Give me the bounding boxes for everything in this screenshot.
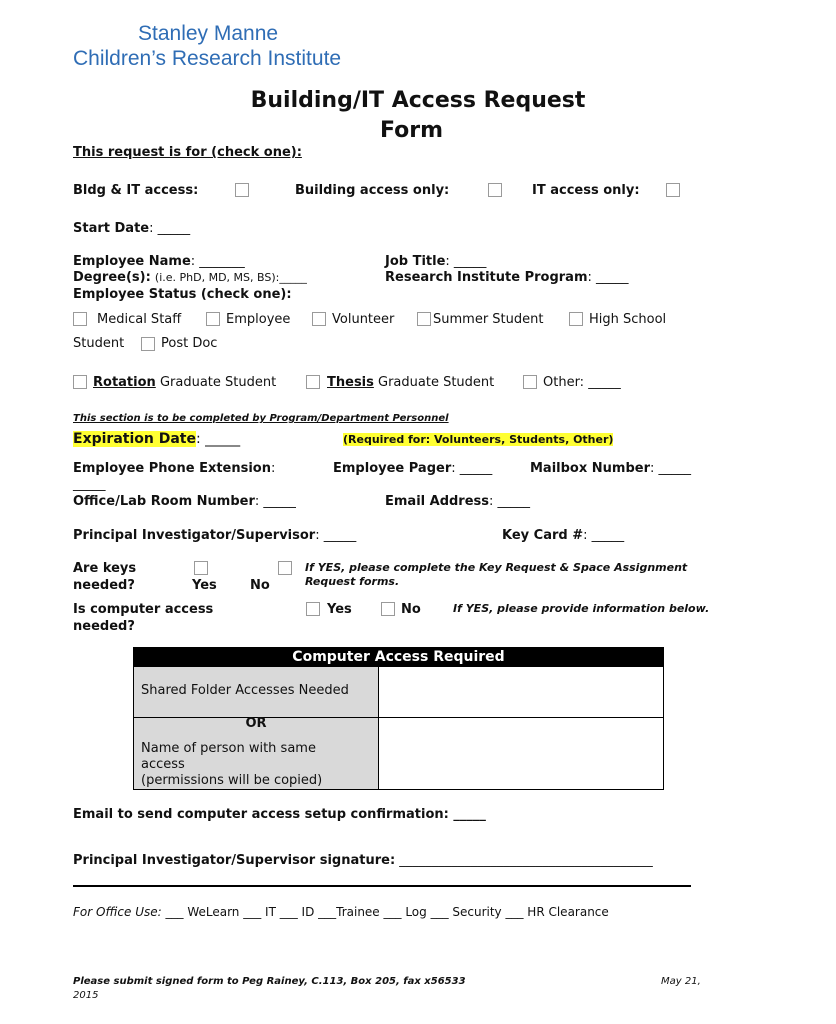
computer-note: If YES, please provide information below.: [453, 602, 710, 615]
key-card-field[interactable]: Key Card #: _____: [502, 528, 625, 543]
status-volunteer-checkbox[interactable]: [312, 312, 326, 326]
status-other-checkbox[interactable]: [523, 375, 537, 389]
job-title-field[interactable]: Job Title: _____: [385, 254, 487, 269]
status-post-doc-checkbox[interactable]: [141, 337, 155, 351]
same-access-label: Name of person with same access (permissions will be copied): [141, 741, 323, 788]
logo-line1: Stanley Manne: [138, 22, 279, 45]
status-other-field[interactable]: Other: _____: [543, 375, 621, 390]
shared-folder-input[interactable]: [379, 667, 664, 718]
shared-folder-label: Shared Folder Accesses Needed: [141, 683, 349, 698]
status-rotation-label: Rotation Graduate Student: [93, 375, 277, 390]
status-high-school-checkbox[interactable]: [569, 312, 583, 326]
status-medical-staff-label: Medical Staff: [97, 312, 182, 327]
status-high-school-label-cont: Student: [73, 336, 125, 351]
shared-folder-label-cell: [134, 667, 379, 718]
status-employee-label: Employee: [226, 312, 291, 327]
option-building-label: Building access only:: [295, 183, 450, 198]
logo-line2: Children’s Research Institute: [73, 47, 342, 70]
degree-field[interactable]: Degree(s): (i.e. PhD, MD, MS, BS):_____: [73, 270, 307, 285]
computer-access-question-cont: needed?: [73, 619, 135, 634]
footer-submit-note: Please submit signed form to Peg Rainey, C.113, Box 205, fax x56533: [73, 976, 466, 987]
computer-access-table-header: Computer Access Required: [134, 648, 664, 667]
expiration-required-note: (Required for: Volunteers, Students, Other): [343, 433, 614, 446]
pager-field[interactable]: Employee Pager: _____: [333, 461, 493, 476]
computer-no-label: No: [401, 602, 421, 617]
keys-no-label: No: [250, 578, 270, 593]
status-summer-student-label: Summer Student: [433, 312, 544, 327]
employee-name-field[interactable]: Employee Name: _______: [73, 254, 245, 269]
footer-date: May 21,: [661, 976, 701, 987]
computer-no-checkbox[interactable]: [381, 602, 395, 616]
email-address-field[interactable]: Email Address: _____: [385, 494, 531, 509]
footer-date-year: 2015: [73, 990, 99, 1001]
program-field[interactable]: Research Institute Program: _____: [385, 270, 629, 285]
same-access-label-cell: [134, 718, 379, 790]
status-summer-student-checkbox[interactable]: [417, 312, 431, 326]
computer-access-table: [133, 647, 664, 790]
email-confirm-field[interactable]: Email to send computer access setup confirmation: _____: [73, 807, 486, 822]
form-title-clipped: Form: [380, 118, 444, 143]
start-date-field[interactable]: Start Date: _____: [73, 221, 191, 236]
status-volunteer-label: Volunteer: [332, 312, 395, 327]
phone-extension-blank: _____: [73, 477, 106, 492]
phone-extension-field[interactable]: Employee Phone Extension:: [73, 461, 276, 476]
or-label: OR: [245, 716, 267, 731]
keys-no-checkbox[interactable]: [278, 561, 292, 575]
employee-status-label: Employee Status (check one):: [73, 287, 292, 302]
status-medical-staff-checkbox[interactable]: [73, 312, 87, 326]
status-thesis-checkbox[interactable]: [306, 375, 320, 389]
keys-yes-checkbox[interactable]: [194, 561, 208, 575]
form-title: Building/IT Access Request: [250, 88, 586, 113]
option-bldg-it-label: Bldg & IT access:: [73, 183, 199, 198]
mailbox-field[interactable]: Mailbox Number: _____: [530, 461, 691, 476]
option-it-checkbox[interactable]: [666, 183, 680, 197]
section-note: This section is to be completed by Program/Department Personnel: [73, 413, 449, 424]
keys-yes-label: Yes: [192, 578, 217, 593]
computer-access-question: Is computer access: [73, 602, 214, 617]
status-high-school-label: High School: [589, 312, 667, 327]
keys-question: Are keys: [73, 561, 137, 576]
signature-divider: [73, 885, 691, 887]
keys-note: If YES, please complete the Key Request & Space Assignment: [305, 561, 688, 574]
pi-supervisor-field[interactable]: Principal Investigator/Supervisor: _____: [73, 528, 357, 543]
computer-yes-label: Yes: [327, 602, 352, 617]
status-post-doc-label: Post Doc: [161, 336, 218, 351]
keys-question-cont: needed?: [73, 578, 135, 593]
status-rotation-checkbox[interactable]: [73, 375, 87, 389]
option-it-label: IT access only:: [532, 183, 640, 198]
same-access-input[interactable]: [379, 718, 664, 790]
office-use-row: For Office Use: ___ WeLearn ___ IT ___ ID ___Trainee ___ Log ___ Security ___ HR Clearance: [73, 905, 609, 919]
request-for-prompt: This request is for (check one):: [73, 145, 302, 160]
expiration-date-field[interactable]: Expiration Date: _____: [73, 431, 241, 447]
status-employee-checkbox[interactable]: [206, 312, 220, 326]
computer-yes-checkbox[interactable]: [306, 602, 320, 616]
signature-field[interactable]: Principal Investigator/Supervisor signature: _______________________________________: [73, 853, 653, 868]
keys-note-cont: Request forms.: [305, 575, 400, 588]
office-room-field[interactable]: Office/Lab Room Number: _____: [73, 494, 296, 509]
option-bldg-it-checkbox[interactable]: [235, 183, 249, 197]
status-thesis-label: Thesis Graduate Student: [327, 375, 495, 390]
option-building-checkbox[interactable]: [488, 183, 502, 197]
